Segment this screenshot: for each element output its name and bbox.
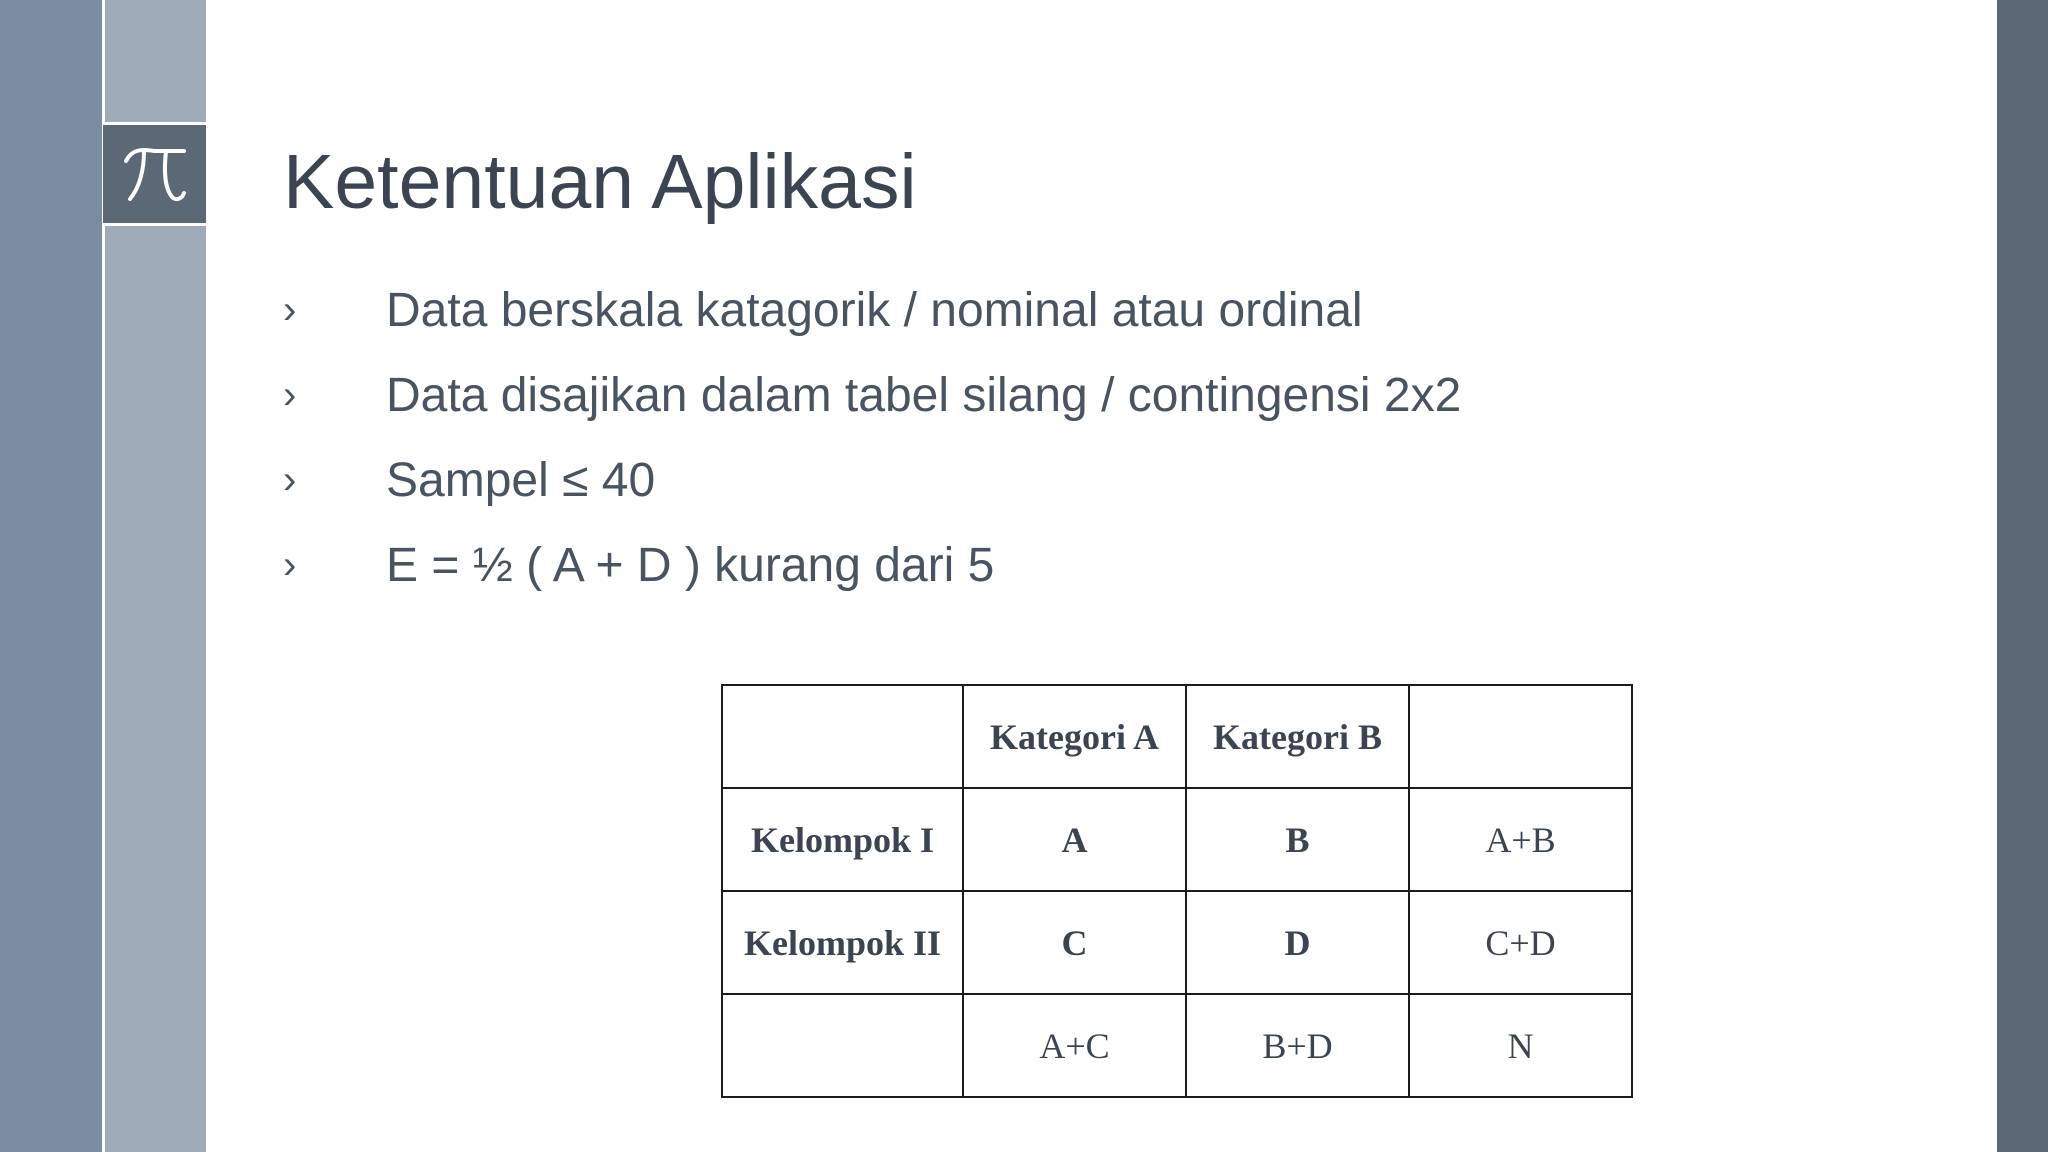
bullet-marker: › bbox=[283, 458, 297, 502]
bullet-text: Sampel ≤ 40 bbox=[386, 454, 656, 507]
table-row bbox=[722, 788, 1632, 891]
bullet-list bbox=[283, 268, 1461, 608]
table-header-cell: Kategori A bbox=[963, 685, 1186, 788]
contingency-table bbox=[721, 684, 1633, 1098]
right-band bbox=[1997, 0, 2048, 1152]
table-cell: B+D bbox=[1186, 994, 1409, 1097]
table-cell: N bbox=[1409, 994, 1632, 1097]
table-cell: C+D bbox=[1409, 891, 1632, 994]
table-cell: A+C bbox=[963, 994, 1186, 1097]
table-header-cell: Kategori B bbox=[1186, 685, 1409, 788]
bullet-item bbox=[283, 438, 1461, 523]
bullet-marker: › bbox=[283, 543, 297, 587]
bullet-text: Data berskala katagorik / nominal atau ordinal bbox=[386, 284, 1363, 337]
table-row bbox=[722, 891, 1632, 994]
pi-symbol-icon bbox=[120, 139, 190, 209]
slide-title: Ketentuan Aplikasi bbox=[283, 139, 917, 225]
bullet-item bbox=[283, 268, 1461, 353]
table-row-label: Kelompok I bbox=[722, 788, 963, 891]
logo-box bbox=[103, 122, 206, 226]
table-cell bbox=[1409, 685, 1632, 788]
bullet-marker: › bbox=[283, 373, 297, 417]
table-cell: C bbox=[963, 891, 1186, 994]
table-row bbox=[722, 994, 1632, 1097]
bullet-text: E = ½ ( A + D ) kurang dari 5 bbox=[386, 539, 995, 592]
table-header-row bbox=[722, 685, 1632, 788]
table-cell bbox=[722, 685, 963, 788]
table-cell: B bbox=[1186, 788, 1409, 891]
bullet-item bbox=[283, 353, 1461, 438]
table-cell: A+B bbox=[1409, 788, 1632, 891]
left-outer-band bbox=[0, 0, 102, 1152]
table-cell bbox=[722, 994, 963, 1097]
bullet-marker: › bbox=[283, 288, 297, 332]
table-cell: A bbox=[963, 788, 1186, 891]
table-row-label: Kelompok II bbox=[722, 891, 963, 994]
table-cell: D bbox=[1186, 891, 1409, 994]
bullet-text: Data disajikan dalam tabel silang / contingensi 2x2 bbox=[386, 369, 1462, 422]
bullet-item bbox=[283, 523, 1461, 608]
